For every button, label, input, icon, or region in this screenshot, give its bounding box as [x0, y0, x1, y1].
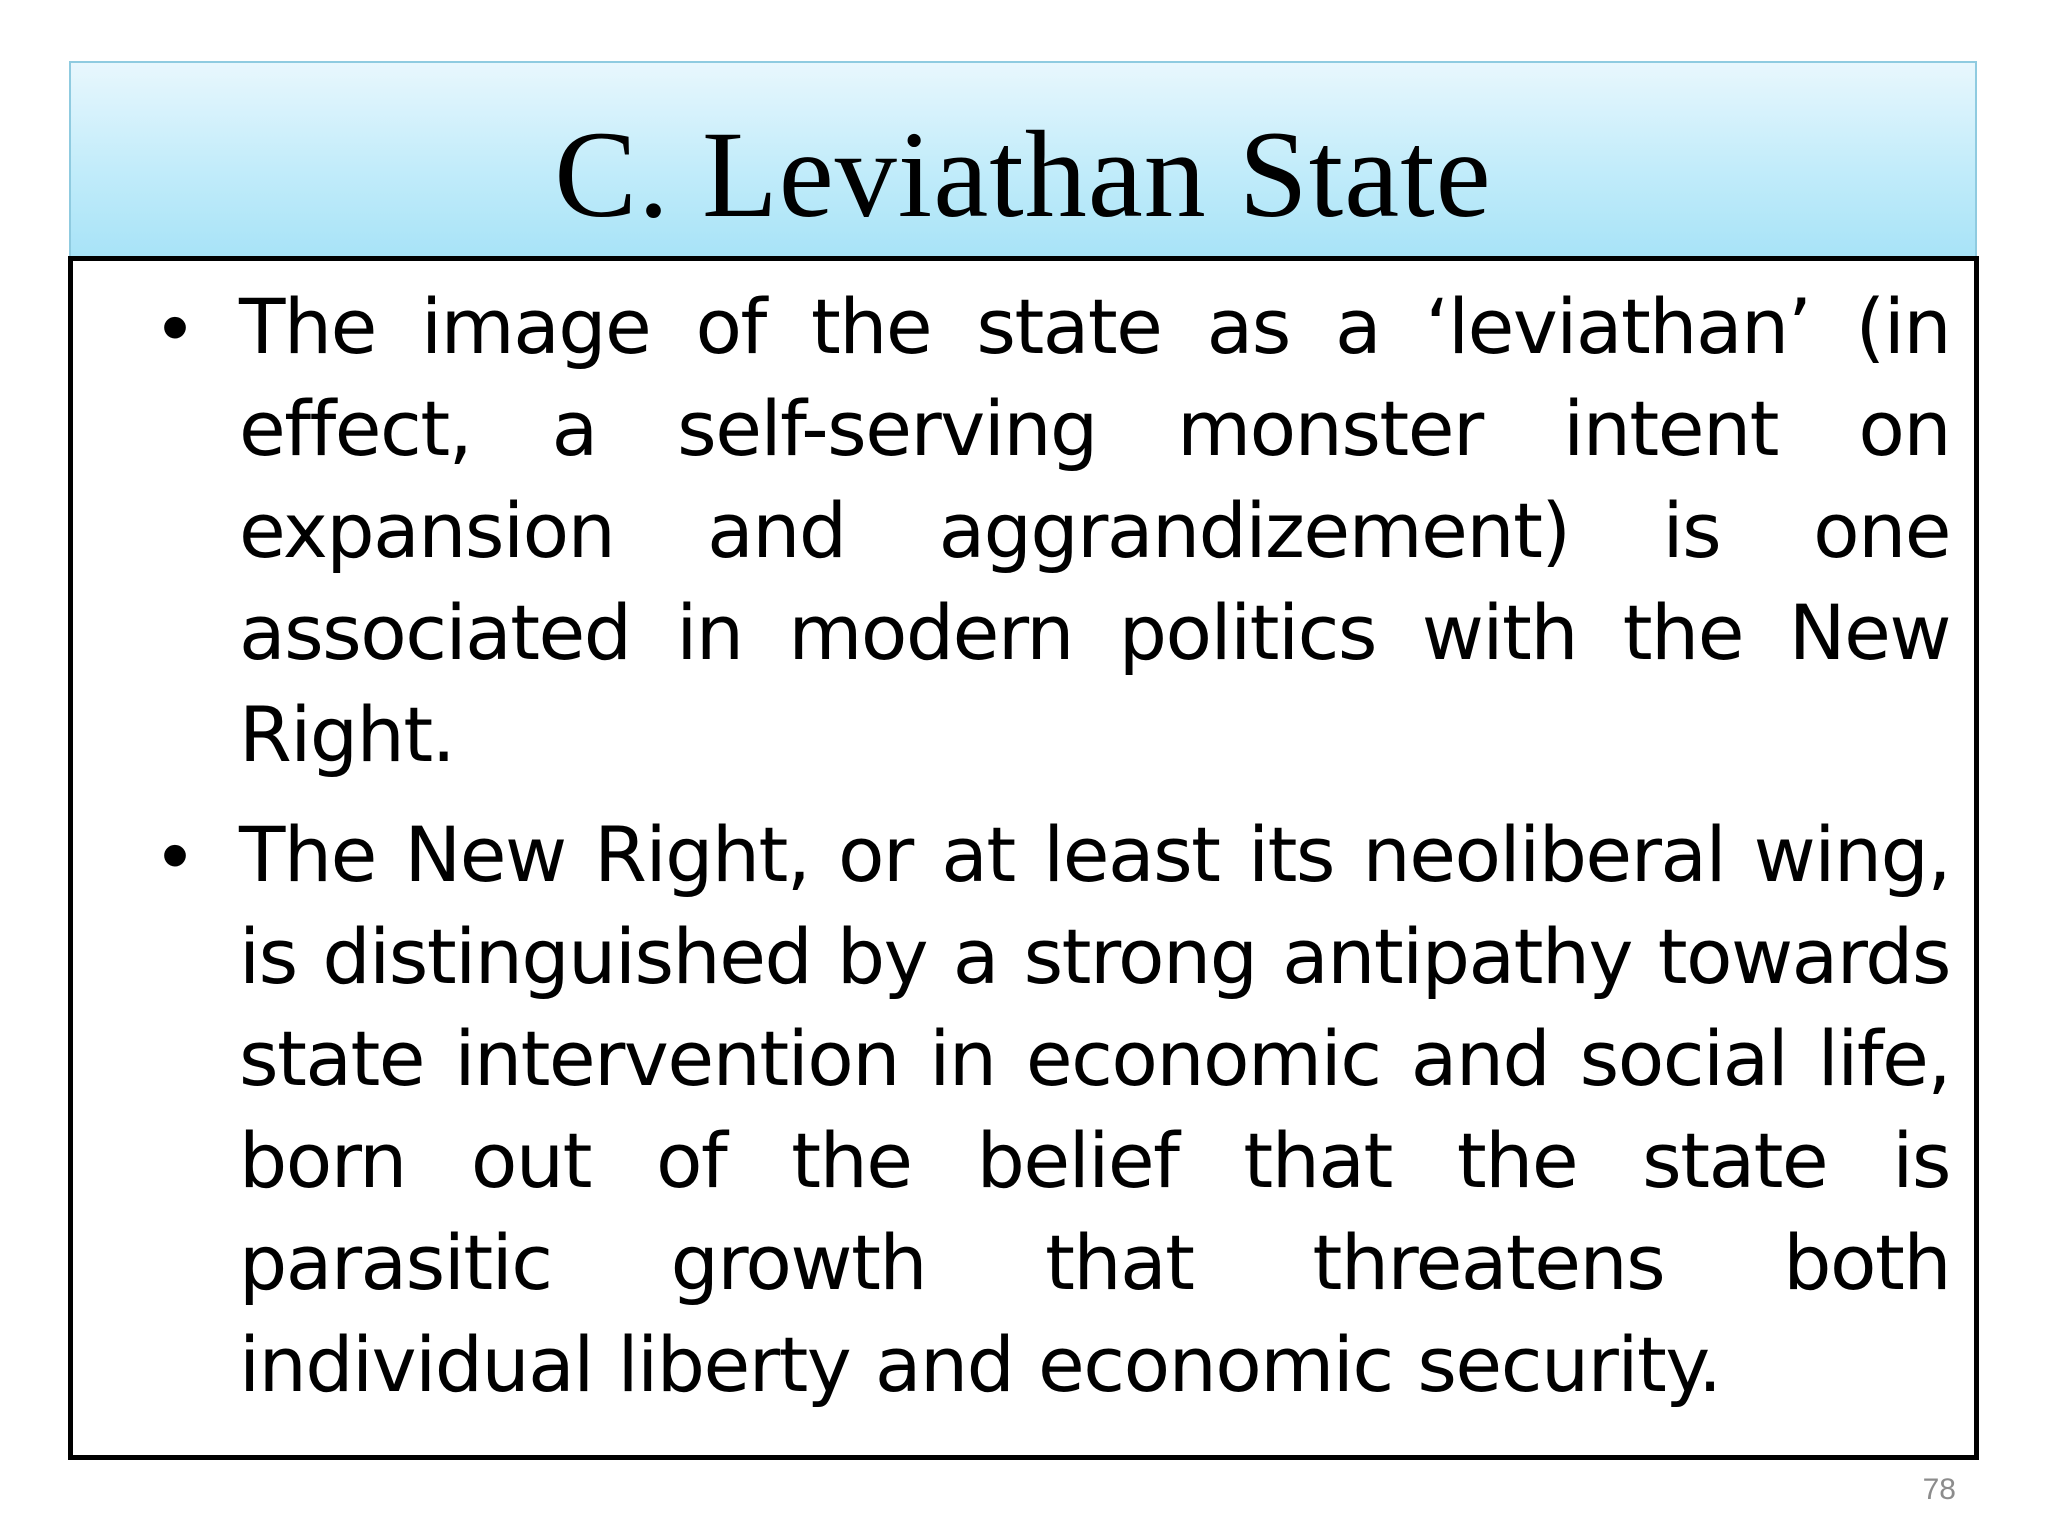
list-item — [93, 276, 1950, 786]
bullet-list — [73, 261, 1974, 1416]
page-number: 78 — [1922, 1473, 1956, 1506]
slide-title: C. Leviathan State — [554, 106, 1492, 243]
list-item — [93, 804, 1950, 1416]
title-banner — [69, 61, 1977, 256]
bullet-marker: • — [161, 810, 190, 899]
content-box — [68, 256, 1979, 1460]
bullet-marker: • — [161, 282, 190, 371]
bullet-text: The New Right, or at least its neoliberal wing, is distinguished by a strong antipathy towards state intervention in economic and social life, born out of the belief that the state is parasitic growth that threatens both individual liberty and economic security. — [239, 810, 1950, 1409]
bullet-text: The image of the state as a ‘leviathan’ (in effect, a self-serving monster intent on expansion and aggrandizement) is one associated in modern politics with the New Right. — [239, 282, 1950, 779]
